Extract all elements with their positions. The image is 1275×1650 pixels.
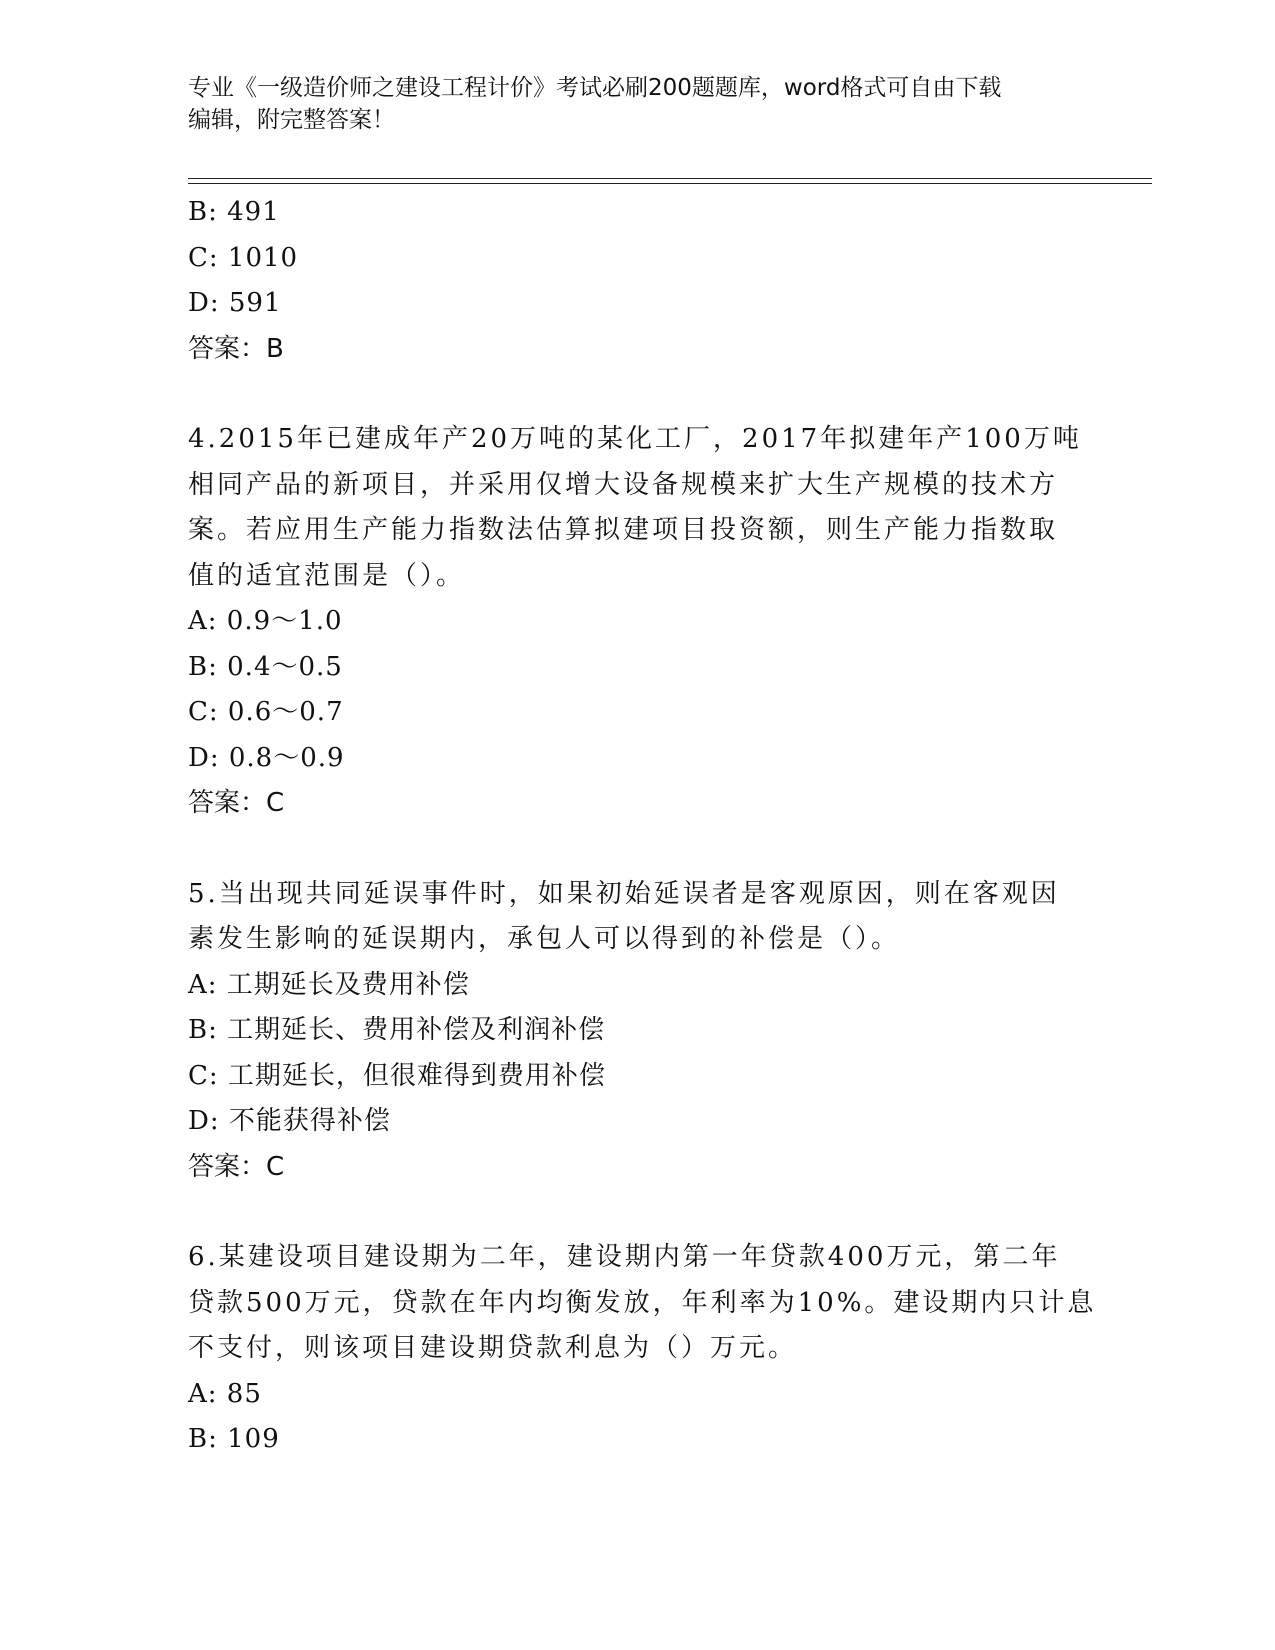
question-block-6 — [188, 1235, 1097, 1463]
answer-label: 答案：C — [188, 788, 285, 818]
question-line: 贷款500万元，贷款在年内均衡发放，年利率为10%。建设期内只计息 — [188, 1287, 1097, 1318]
option-d: D: 不能获得补偿 — [188, 1106, 391, 1136]
question-line: 5.当出现共同延误事件时，如果初始延误者是客观原因，则在客观因 — [188, 878, 1060, 909]
option-b: B: 0.4～0.5 — [188, 651, 343, 682]
option-a: A: 85 — [188, 1378, 262, 1409]
header-divider-bottom — [188, 183, 1152, 184]
option-b: B: 491 — [188, 197, 280, 227]
option-c: C: 工期延长，但很难得到费用补偿 — [188, 1060, 606, 1091]
question-content — [188, 190, 1097, 1463]
header-line-2: 编辑，附完整答案！ — [188, 107, 395, 133]
question-block-4 — [188, 417, 1088, 827]
question-line: 案。若应用生产能力指数法估算拟建项目投资额，则生产能力指数取 — [188, 515, 1059, 545]
question-line: 不支付，则该项目建设期贷款利息为（）万元。 — [188, 1333, 798, 1363]
option-a: A: 工期延长及费用补偿 — [188, 969, 470, 1000]
question-line: 4.2015年已建成年产20万吨的某化工厂，2017年拟建年产100万吨 — [188, 424, 1082, 454]
answer-label: 答案：C — [188, 1151, 285, 1182]
question-block-3 — [188, 190, 1088, 372]
document-header — [188, 72, 1088, 136]
option-d: D: 591 — [188, 288, 282, 318]
option-c: C: 1010 — [188, 242, 299, 273]
option-b: B: 工期延长、费用补偿及利润补偿 — [188, 1015, 606, 1045]
question-line: 值的适宜范围是（）。 — [188, 560, 466, 591]
question-line: 素发生影响的延误期内，承包人可以得到的补偿是（）。 — [188, 924, 901, 954]
question-block-5 — [188, 872, 1088, 1191]
question-text — [188, 417, 1088, 599]
option-d: D: 0.8～0.9 — [188, 742, 345, 773]
option-b: B: 109 — [188, 1424, 280, 1454]
question-line: 相同产品的新项目，并采用仅增大设备规模来扩大生产规模的技术方 — [188, 469, 1059, 500]
question-text — [188, 872, 1088, 963]
answer-label: 答案：B — [188, 333, 284, 364]
option-c: C: 0.6～0.7 — [188, 697, 344, 727]
header-line-1: 专业《一级造价师之建设工程计价》考试必刷200题题库，word格式可自由下载 — [188, 75, 1002, 101]
header-divider-top — [188, 178, 1152, 179]
question-line: 6.某建设项目建设期为二年，建设期内第一年贷款400万元，第二年 — [188, 1242, 1061, 1272]
option-a: A: 0.9～1.0 — [188, 606, 343, 636]
question-text — [188, 1235, 1097, 1372]
